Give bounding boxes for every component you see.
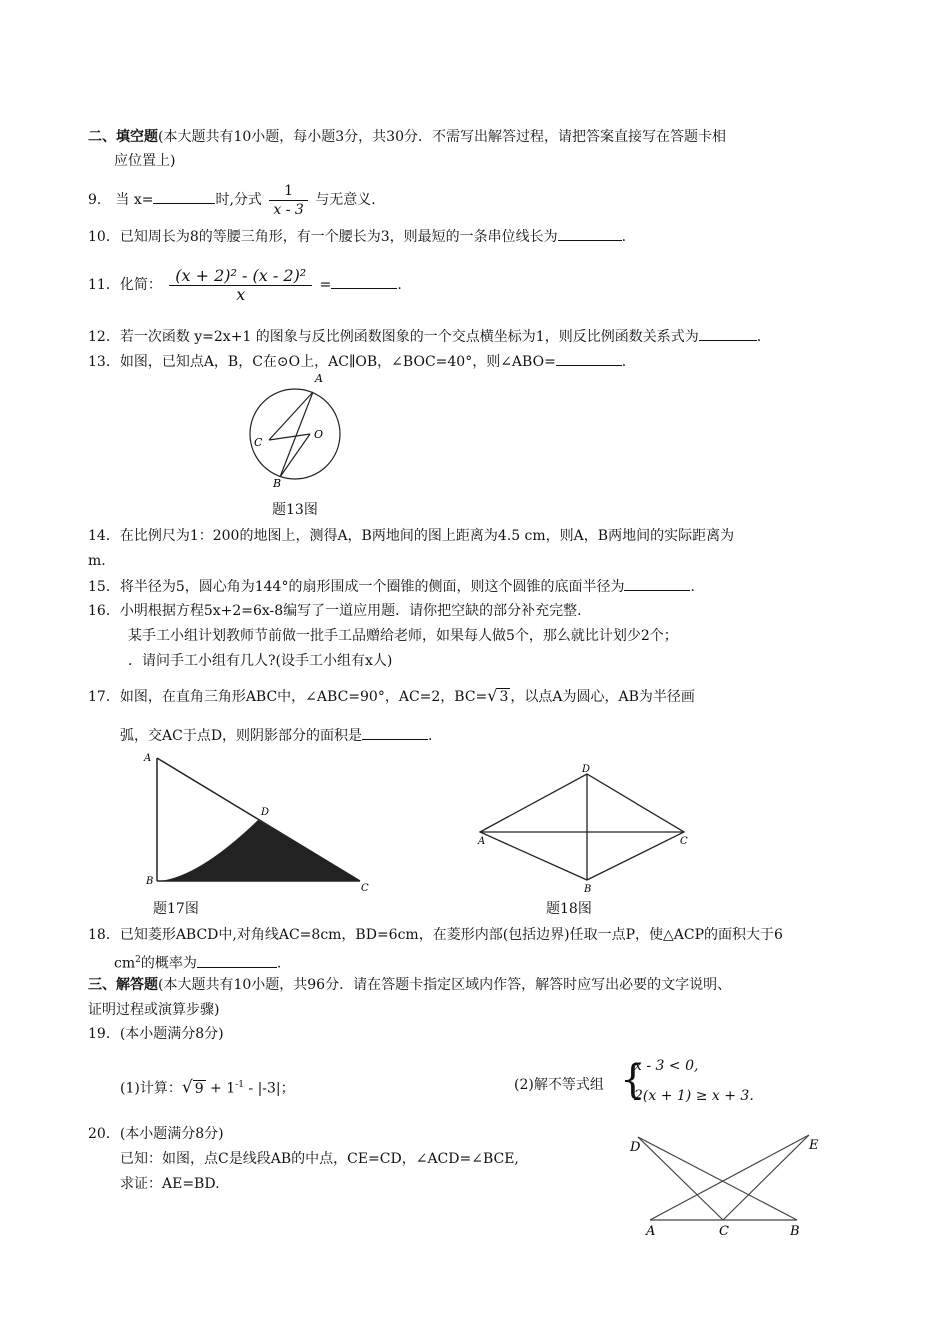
q20-segment-ec (723, 1135, 809, 1220)
q19-p2-pre: (2)解不等式组 (514, 1077, 604, 1093)
section2-desc1: (本大题共有10小题，每小题3分，共30分．不需写出解答过程，请把答案直接写在答题卡相 (158, 129, 726, 145)
q20-label-d: D (630, 1140, 641, 1155)
question-17-line1 (88, 686, 695, 707)
question-11: 11．化简： $\frac{\text{(x + 2)² - (x - 2)²}}{x}$ = . (88, 265, 402, 304)
question-16-line3: ．请问手工小组有几人?(设手工小组有x人) (128, 653, 393, 669)
q17-line2-text: 弧，交AC于点D，则阴影部分的面积是 (120, 728, 363, 744)
q17-label-c: C (361, 883, 369, 894)
section2-header (88, 127, 726, 147)
q10-blank[interactable] (558, 226, 622, 241)
q18-unit-sup: 2 (135, 955, 141, 965)
q20-label-a: A (646, 1224, 656, 1239)
question-14-line1: 14．在比例尺为1：200的地图上，测得A，B两地间的图上距离为4.5 cm，则A，B两地间的实际距离为 (88, 528, 735, 544)
q18-label-b: B (584, 884, 592, 895)
q11-fraction (169, 267, 312, 304)
q19-p1-tail: - |-3|； (243, 1080, 295, 1097)
q18-label-d: D (582, 764, 591, 775)
section2-title: 二、填空题 (88, 129, 158, 145)
q17-sqrt-value: 3 (499, 689, 509, 705)
q19-brace: { (620, 1057, 646, 1103)
q9-numerator: 1 (269, 182, 307, 201)
q19-p1-rest: + 1 (205, 1080, 236, 1097)
q9-mid: 时,分式 (215, 192, 262, 208)
section3-desc2: 证明过程或演算步骤) (88, 1002, 220, 1018)
question-20-head: 20．(本小题满分8分) (88, 1126, 224, 1142)
q19-p1-pre: (1)计算： (120, 1080, 182, 1097)
q17-line1a: 17．如图，在直角三角形ABC中，∠ABC=90°，AC=2，BC= (88, 689, 488, 705)
question-13: 13．如图，已知点A，B，C在⊙O上，AC∥OB，∠BOC=40°，则∠ABO= . (88, 351, 626, 372)
q20-segment-db (638, 1137, 797, 1220)
q9-denominator: x - 3 (273, 201, 304, 218)
q13-caption: 题13图 (272, 502, 318, 518)
section3-desc1: (本大题共有10小题，共96分．请在答题卡指定区域内作答，解答时应写出必要的文字说明、 (158, 977, 732, 993)
q17-label-a: A (144, 753, 152, 764)
q13-label-o: O (314, 428, 324, 441)
q17-figure (140, 748, 375, 896)
q18-label-c: C (680, 836, 688, 847)
q17-sqrt: √ 3 (487, 686, 509, 705)
q9-post: 与无意义. (315, 192, 376, 208)
q13-text: 13．如图，已知点A，B，C在⊙O上，AC∥OB，∠BOC=40°，则∠ABO= (88, 354, 556, 370)
section2-desc2: 应位置上) (114, 153, 176, 169)
q17-label-b: B (146, 876, 154, 887)
q9-pre: 当 x= (115, 192, 154, 208)
q13-line-co (269, 434, 310, 440)
question-17-line2: 弧，交AC于点D，则阴影部分的面积是 . (120, 725, 433, 746)
q11-equals: = (319, 277, 332, 293)
q13-label-a: A (315, 372, 323, 385)
q15-blank[interactable] (624, 576, 690, 591)
question-20-line2: 求证：AE=BD. (120, 1176, 220, 1192)
q17-label-d: D (261, 807, 270, 818)
question-16-line1: 16．小明根据方程5x+2=6x-8编写了一道应用题．请你把空缺的部分补充完整． (88, 603, 592, 619)
section3-title: 三、解答题 (88, 977, 158, 993)
question-18-line2: $cm^2$的概率为 . (114, 950, 281, 974)
question-10: 10．已知周长为8的等腰三角形，有一个腰长为3，则最短的一条串位线长为 . (88, 226, 626, 247)
q11-blank[interactable] (331, 274, 397, 289)
q11-denominator: x (236, 284, 246, 304)
q17-blank[interactable] (362, 725, 428, 740)
q13-line-ac (269, 392, 313, 440)
q18-line2-text: 的概率为 (140, 955, 197, 972)
q20-segment-ea (650, 1135, 809, 1220)
q18-unit: cm (114, 955, 136, 972)
q11-numerator: (x + 2)² - (x - 2)² (169, 267, 312, 286)
q17-line1b: ，以点A为圆心，AB为半径画 (510, 689, 695, 705)
question-14-line2: m. (88, 553, 106, 569)
q18-rhombus (480, 774, 684, 880)
question-16-line2: 某手工小组计划教师节前做一批手工品赠给老师，如果每人做5个，那么就比计划少2个； (128, 628, 678, 644)
question-15: 15．将半径为5，圆心角为144°的扇形围成一个圈锥的侧面，则这个圆锥的底面半径为 . (88, 576, 695, 597)
section3-header (88, 975, 731, 995)
q13-label-b: B (273, 477, 282, 488)
q15-text: 15．将半径为5，圆心角为144°的扇形围成一个圈锥的侧面，则这个圆锥的底面半径为 (88, 579, 625, 595)
q10-text: 10．已知周长为8的等腰三角形，有一个腰长为3，则最短的一条串位线长为 (88, 229, 558, 245)
q17-caption: 题17图 (153, 901, 199, 917)
question-20-line1: 已知：如图，点C是线段AB的中点，CE=CD，∠ACD=∠BCE, (120, 1151, 519, 1167)
q20-segment-dc (638, 1137, 723, 1220)
q19-ineq1: x - 3 < 0, (634, 1058, 699, 1074)
q13-line-ob (280, 434, 310, 477)
q20-figure (625, 1125, 830, 1241)
question-18-line1: 18．已知菱形ABCD中,对角线AC=8cm，BD=6cm，在菱形内部(包括边界)任取一点P，使△ACP的面积大于6 (88, 927, 783, 943)
q19-ineq2: 2(x + 1) ≥ x + 3. (634, 1088, 754, 1104)
q13-label-c: C (254, 436, 263, 449)
question-9 (88, 180, 376, 220)
q9-number: 9． (88, 192, 111, 208)
q13-figure (245, 370, 345, 488)
q9-blank[interactable] (153, 189, 215, 204)
q13-circle (250, 389, 340, 479)
q11-pre: 11．化简： (88, 277, 162, 293)
q12-text: 12．若一次函数 y=2x+1 的图象与反比例函数图象的一个交点横坐标为1，则反比例函数关系式为 (88, 329, 699, 345)
q19-sqrt-value: 9 (194, 1080, 204, 1097)
q9-fraction (269, 182, 307, 219)
q20-label-b: B (790, 1224, 800, 1239)
q18-blank[interactable] (197, 953, 277, 968)
q18-label-a: A (478, 836, 486, 847)
q18-figure (468, 762, 700, 898)
q19-p1-exp: -1 (235, 1080, 244, 1090)
q20-label-e: E (809, 1138, 819, 1153)
q17-shaded-region (160, 820, 360, 881)
q18-caption: 题18图 (546, 901, 592, 917)
q12-blank[interactable] (699, 326, 757, 341)
question-12: 12．若一次函数 y=2x+1 的图象与反比例函数图象的一个交点横坐标为1，则反比例函数关系式为 . (88, 326, 761, 347)
q13-blank[interactable] (556, 351, 622, 366)
q20-label-c: C (719, 1224, 729, 1239)
question-19-part1: (1)计算：√ $9 + 1^{-1} - |-3|$； (120, 1077, 295, 1098)
question-19-head: 19．(本小题满分8分) (88, 1026, 224, 1042)
